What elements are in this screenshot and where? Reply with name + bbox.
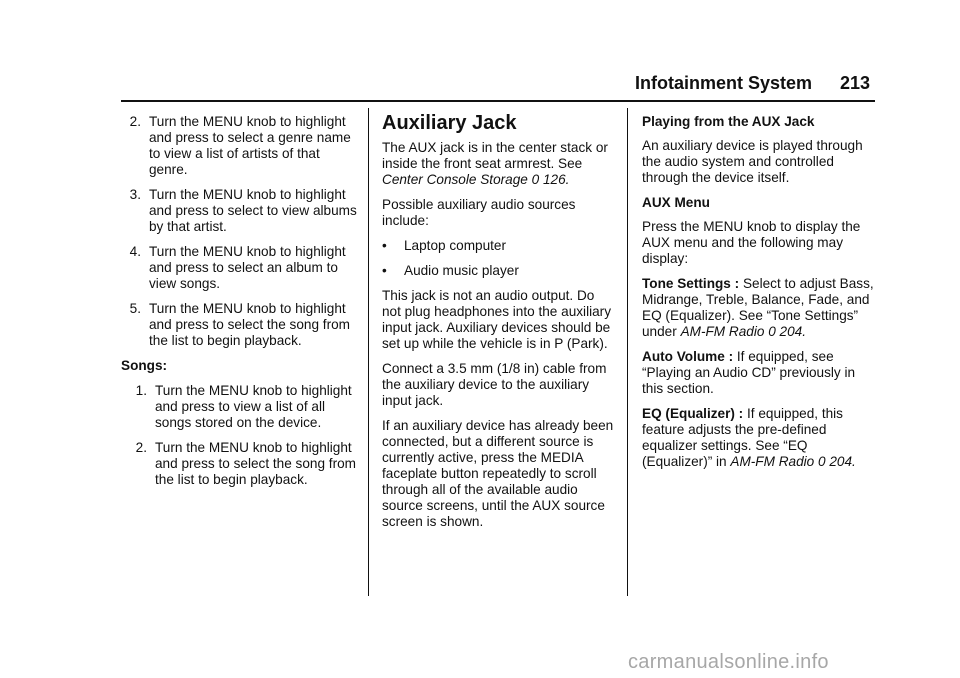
header-rule	[121, 100, 875, 102]
option-label: EQ (Equalizer) :	[642, 406, 744, 421]
bullet-item	[382, 238, 616, 254]
paragraph: An auxiliary device is played through the audio system and controlled through the device itself.	[642, 138, 863, 185]
list-item	[121, 114, 357, 178]
songs-steps-list	[121, 383, 357, 488]
option-label: Tone Settings :	[642, 276, 740, 291]
cross-reference: AM-FM Radio	[730, 454, 815, 469]
right-column	[642, 114, 878, 479]
menu-option-eq	[642, 406, 878, 470]
subsection-heading: AUX Menu	[642, 195, 710, 210]
subsection-heading: Playing from the AUX Jack	[642, 114, 815, 129]
step-text: Turn the MENU knob to highlight and press to view a list of all songs stored on the device.	[155, 383, 352, 430]
step-number: 2.	[129, 114, 141, 129]
header-title: Infotainment System	[634, 73, 812, 93]
step-text: Turn the MENU knob to highlight and press to select an album to view songs.	[149, 244, 346, 291]
songs-heading: Songs:	[121, 358, 168, 373]
paragraph: Possible auxiliary audio sources include:	[382, 197, 576, 228]
paragraph: If an auxiliary device has already been connected, but a different source is currently active, press the MEDIA faceplate button repeatedly to scroll through all of the available audio source screens, until the AUX source screen is shown.	[382, 418, 614, 529]
bullet-marker	[382, 238, 404, 254]
page-reference: 0 204.	[768, 324, 806, 339]
paragraph: This jack is not an audio output. Do not plug headphones into the auxiliary input jack. Auxiliary devices should be set up while the vehicle is in P (Park).	[382, 288, 611, 351]
steps-list	[121, 114, 357, 349]
option-text: Select to adjust Bass, Midrange, Treble, Balance, Fade, and EQ (Equalizer). See “Tone Settings” under	[642, 276, 874, 339]
list-item	[121, 244, 357, 292]
bullet-marker	[382, 263, 404, 279]
section-title: Auxiliary Jack	[382, 112, 517, 134]
option-text: If equipped, see “Playing an Audio CD” previously in this section.	[642, 349, 856, 396]
column-divider-left	[368, 108, 369, 596]
option-text: If equipped, this feature adjusts the pre-defined equalizer settings. See “EQ (Equalizer)” in	[642, 406, 843, 469]
step-text: Turn the MENU knob to highlight and press to select the song from the list to begin playback.	[149, 301, 350, 348]
paragraph-text: The AUX jack is in the center stack or inside the front seat armrest. See	[382, 140, 608, 171]
menu-option-tone-settings	[642, 276, 878, 340]
bullet-text: Audio music player	[404, 263, 519, 278]
step-number: 5.	[129, 301, 141, 316]
left-column	[121, 114, 357, 497]
list-item	[121, 187, 357, 235]
bullet-text: Laptop computer	[404, 238, 507, 253]
paragraph	[382, 140, 616, 188]
cross-reference: AM-FM Radio	[680, 324, 765, 339]
list-item	[127, 440, 357, 488]
middle-column	[382, 110, 616, 539]
watermark: carmanualsonline.info	[628, 651, 829, 673]
list-item	[121, 301, 357, 349]
step-number: 2.	[135, 440, 147, 455]
step-number: 1.	[135, 383, 147, 398]
menu-option-auto-volume	[642, 349, 878, 397]
step-number: 4.	[129, 244, 141, 259]
paragraph: Press the MENU knob to display the AUX menu and the following may display:	[642, 219, 861, 266]
page-number: 213	[840, 73, 871, 93]
step-number: 3.	[129, 187, 141, 202]
step-text: Turn the MENU knob to highlight and press to select to view albums by that artist.	[149, 187, 357, 234]
step-text: Turn the MENU knob to highlight and press to select the song from the list to begin playback.	[155, 440, 356, 487]
cross-reference: Center Console Storage	[382, 172, 528, 187]
paragraph: Connect a 3.5 mm (1/8 in) cable from the auxiliary device to the auxiliary input jack.	[382, 361, 607, 408]
bullet-item	[382, 263, 616, 279]
step-text: Turn the MENU knob to highlight and press to select a genre name to view a list of artists of that genre.	[149, 114, 351, 177]
list-item	[127, 383, 357, 431]
page-reference: 0 204.	[818, 454, 856, 469]
option-label: Auto Volume :	[642, 349, 734, 364]
column-divider-right	[627, 108, 628, 596]
page-reference: 0 126.	[531, 172, 570, 187]
